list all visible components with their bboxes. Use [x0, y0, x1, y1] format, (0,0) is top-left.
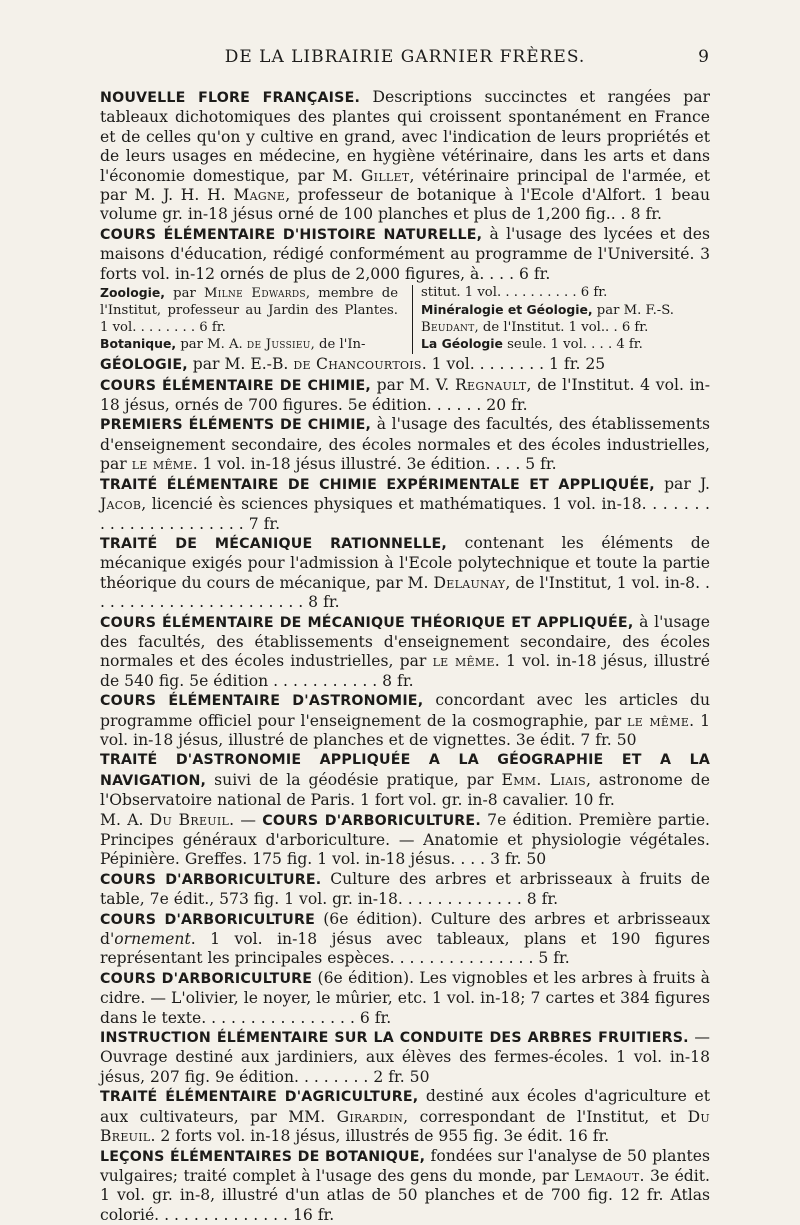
catalog-entry [100, 475, 710, 534]
entry-title: Zoologie, [100, 285, 165, 300]
catalog-entry [100, 613, 710, 692]
entry-title: COURS ÉLÉMENTAIRE DE MÉCANIQUE THÉORIQUE ET APPLIQUÉE, [100, 615, 633, 631]
running-title: DE LA LIBRAIRIE GARNIER FRÈRES. [225, 47, 586, 67]
author-name: le même [132, 455, 193, 473]
author-name: Emm. Liais [502, 771, 586, 789]
entry-text: . 1 vol. . . . . . . . 1 fr. 25 [422, 355, 605, 373]
entry-text: fondées sur l'analyse de 50 plantes vulgaires; traité complet à l'usage des gens du monde, par [100, 1147, 710, 1185]
author-name: de Jussieu [247, 337, 311, 352]
entry-text: , licencié ès sciences physiques et mathématiques. 1 vol. in-18. . . . . . . . . . . . . . . . . . . . . . 7 fr. [100, 495, 710, 532]
entry-text: . 1 vol. in-18 jésus avec tableaux, plans et 190 figures représentant les principales espèces. . . . . . . . . . . . . . . 5 fr. [100, 930, 710, 967]
entry-text: suivi de la géodésie pratique, par [206, 771, 501, 789]
entry-title: TRAITÉ DE MÉCANIQUE RATIONNELLE, [100, 536, 447, 552]
sub-volume-entry [421, 302, 710, 320]
entry-text: , vétérinaire principal de l'armée, et par M. J. H. H. [100, 167, 710, 204]
catalog-entry [100, 415, 710, 474]
catalog-entry [100, 691, 710, 750]
sub-column-right [412, 285, 710, 354]
running-head [100, 44, 710, 70]
author-name: Magne [233, 186, 285, 204]
catalog-entry [100, 1028, 710, 1087]
author-name: le même [433, 652, 495, 670]
catalog-entry [100, 811, 710, 870]
entry-title: La Géologie [421, 336, 503, 351]
author-name: de Chancourtois [293, 355, 421, 373]
entry-text: Descriptions succinctes et rangées par tableaux dichotomiques des plantes qui croissent spontanément en France et de celles qu'on y cultive en grand, avec l'indication de leurs propriétés et de leurs usages en médecine, en hygiène vétérinaire, dans les arts et dans l'économie domestique, par M. [100, 88, 710, 185]
entry-text: concordant avec les articles du programme officiel pour l'enseignement de la cosmographie, par [100, 691, 710, 729]
entry-text: , professeur de botanique à l'Ecole d'Alfort. 1 beau volume gr. in-18 jésus orné de 100 planches et plus de 1,200 fig.. . 8 fr. [100, 186, 710, 223]
author-name: Beudant [421, 320, 475, 335]
entry-title: INSTRUCTION ÉLÉMENTAIRE SUR LA CONDUITE DES ARBRES FRUITIERS. [100, 1030, 689, 1046]
catalog-entry [100, 355, 710, 375]
entry-text: . 1 vol. in-18 jésus, illustré de planches et de vignettes. 3e édit. 7 fr. 50 [100, 712, 710, 749]
entry-text: . — [229, 811, 262, 829]
catalog-entry [100, 88, 710, 225]
entry-text: , de l'In- [311, 337, 366, 352]
entry-title: TRAITÉ ÉLÉMENTAIRE DE CHIMIE EXPÉRIMENTALE ET APPLIQUÉE, [100, 477, 655, 493]
entry-text: contenant les éléments de mécanique exigés pour l'admission à l'Ecole polytechnique et toute la partie théorique du cours de mécanique, par M. [100, 534, 710, 592]
entry-text: . 1 vol. in-18 jésus illustré. 3e édition. . . . 5 fr. [193, 455, 557, 473]
catalog-entry [100, 534, 710, 613]
author-name: Regnault [455, 376, 527, 394]
entry-text: à l'usage des lycées et des maisons d'éducation, rédigé conformément au programme de l'Université. 3 forts vol. in-12 ornés de plus de 2,000 figures, à. . . . 6 fr. [100, 225, 710, 283]
entry-text: (6e édition). Les vignobles et les arbres à fruits à cidre. — L'olivier, le noyer, le mûrier, etc. 1 vol. in-18; 7 cartes et 384 figures dans le texte. . . . . . . . . . . . . . . . 6 fr. [100, 969, 710, 1027]
sub-volumes [100, 285, 710, 354]
page-number: 9 [698, 44, 710, 70]
author-name: Lemaout [574, 1167, 639, 1185]
sub-volume-entry [100, 285, 398, 336]
entry-text: à l'usage des facultés, des établissements d'enseignement secondaire, des écoles normales et des écoles industrielles, par [100, 613, 710, 671]
author-name: Du Breuil [100, 1108, 710, 1145]
entry-text: destiné aux écoles d'agriculture et aux cultivateurs, par MM. [100, 1087, 710, 1125]
catalog-entries [100, 88, 710, 1225]
entry-text: , correspondant de l'Institut, et [403, 1108, 687, 1126]
author-name: Gillet [361, 167, 410, 185]
entry-text: par M. E.-B. [188, 355, 294, 373]
entry-text: par M. F.-S. [593, 303, 674, 318]
entry-text: , de l'Institut, 1 vol. in-8. . . . . . . . . . . . . . . . . . . . . . . 8 fr. [100, 574, 710, 611]
entry-text: stitut. 1 vol. . . . . . . . . . 6 fr. [421, 285, 607, 300]
entry-title: COURS D'ARBORICULTURE [100, 912, 315, 928]
catalog-entry [100, 1087, 710, 1146]
entry-text: à l'usage des facultés, des établissements d'enseignement secondaire, des écoles normales et des écoles industrielles, par [100, 415, 710, 473]
entry-title: LEÇONS ÉLÉMENTAIRES DE BOTANIQUE, [100, 1149, 425, 1165]
author-name: Du Breuil [150, 811, 229, 829]
author-name: le même [627, 712, 689, 730]
entry-title: NOUVELLE FLORE FRANÇAISE. [100, 90, 360, 106]
catalog-entry [100, 870, 710, 910]
catalog-entry [100, 750, 710, 810]
entry-title: COURS D'ARBORICULTURE [100, 971, 312, 987]
entry-text: par M. A. [176, 337, 247, 352]
sub-column-left [100, 285, 398, 354]
catalog-entry [100, 376, 710, 416]
entry-text: (6e édition). Culture des arbres et arbrisseaux d' [100, 910, 710, 948]
entry-title: GÉOLOGIE, [100, 357, 188, 373]
author-name: Delaunay [433, 574, 505, 592]
sub-volume-entry [421, 320, 710, 337]
entry-title: COURS D'ARBORICULTURE. [100, 872, 321, 888]
entry-title: Botanique, [100, 336, 176, 351]
entry-text: , astronome de l'Observatoire national de Paris. 1 fort vol. gr. in-8 cavalier. 10 fr. [100, 771, 710, 809]
entry-text: . 3e édit. 1 vol. gr. in-8, illustré d'un atlas de 50 planches et de 700 fig. 12 fr. Atlas colorié. . . . . . . . . . . . . . 16 fr. [100, 1167, 710, 1224]
entry-text: . 1 vol. in-18 jésus, illustré de 540 fig. 5e édition . . . . . . . . . . . 8 fr. [100, 652, 710, 689]
entry-text: par J. [655, 475, 710, 493]
entry-title: Minéralogie et Géologie, [421, 302, 593, 317]
entry-text: 7e édition. Première partie. Principes généraux d'arboriculture. — Anatomie et physiologie végétales. Pépinière. Greffes. 175 fig. 1 vol. in-18 jésus. . . . 3 fr. 50 [100, 811, 710, 869]
entry-title: PREMIERS ÉLÉMENTS DE CHIMIE, [100, 417, 371, 433]
entry-text: , de l'Institut. 4 vol. in-18 jésus, ornés de 700 figures. 5e édition. . . . . . 20 fr. [100, 376, 710, 414]
entry-text: par [165, 286, 204, 301]
entry-text: , membre de l'Institut, professeur au Jardin des Plantes. 1 vol. . . . . . . . 6 fr. [100, 286, 398, 335]
entry-text: M. A. [100, 811, 150, 829]
entry-text: — Ouvrage destiné aux jardiniers, aux élèves des fermes-écoles. 1 vol. in-18 jésus, 207 fig. 9e édition. . . . . . . . 2 fr. 50 [100, 1028, 710, 1086]
sub-volume-entry [421, 336, 710, 354]
entry-title: COURS ÉLÉMENTAIRE D'ASTRONOMIE, [100, 693, 423, 709]
sub-volume-entry [421, 285, 710, 302]
sub-volume-entry [100, 336, 398, 354]
entry-text: seule. 1 vol. . . . 4 fr. [503, 337, 643, 352]
entry-text: Culture des arbres et arbrisseaux à fruits de table, 7e édit., 573 fig. 1 vol. gr. in-18. . . . . . . . . . . . . 8 fr. [100, 870, 710, 908]
author-name: Jacob [100, 495, 141, 513]
author-name: Girardin [337, 1108, 404, 1126]
entry-title: COURS ÉLÉMENTAIRE D'HISTOIRE NATURELLE, [100, 227, 482, 243]
catalog-entry [100, 969, 710, 1028]
catalog-entry [100, 910, 710, 969]
entry-text: . 2 forts vol. in-18 jésus, illustrés de 955 fig. 3e édit. 16 fr. [151, 1127, 610, 1145]
entry-text: par M. V. [371, 376, 455, 394]
entry-text: , de l'Institut. 1 vol.. . 6 fr. [475, 320, 649, 335]
catalog-entry [100, 1147, 710, 1225]
author-name: Milne Edwards [204, 286, 306, 301]
entry-title: COURS ÉLÉMENTAIRE DE CHIMIE, [100, 378, 371, 394]
entry-title: TRAITÉ D'ASTRONOMIE APPLIQUÉE A LA GÉOGRAPHIE ET A LA NAVIGATION, [100, 752, 710, 788]
entry-title: TRAITÉ ÉLÉMENTAIRE D'AGRICULTURE, [100, 1089, 418, 1105]
entry-title: COURS D'ARBORICULTURE. [262, 813, 481, 829]
entry-text: ornement [114, 930, 190, 948]
catalog-entry [100, 225, 710, 284]
